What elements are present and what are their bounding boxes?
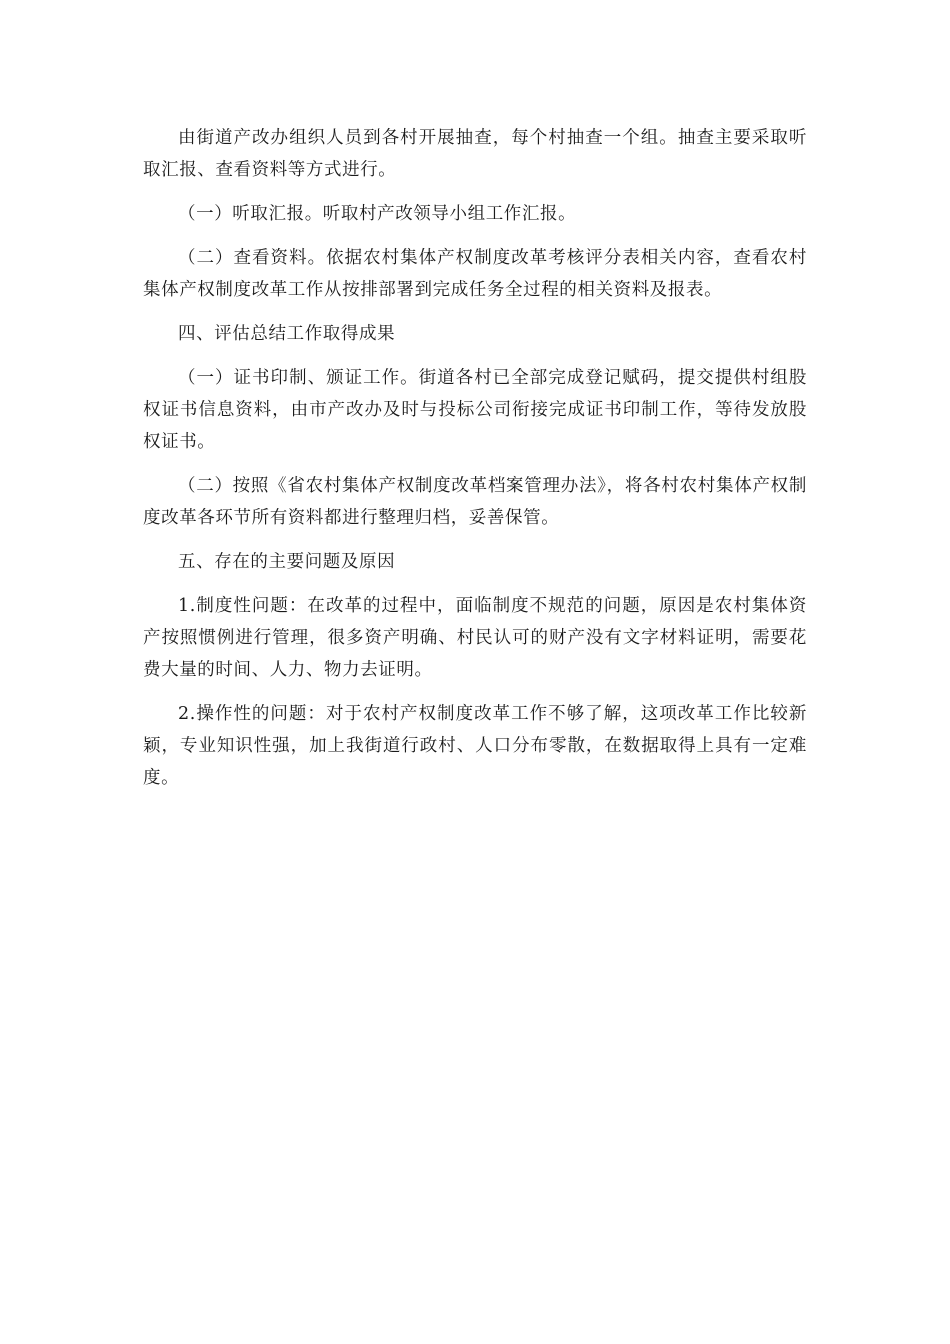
paragraph-operational-problem: 2.操作性的问题：对于农村产权制度改革工作不够了解，这项改革工作比较新颖，专业知识性强，加上我街道行政村、人口分布零散，在数据取得上具有一定难度。	[143, 704, 807, 788]
section-heading-results: 四、评估总结工作取得成果	[178, 324, 396, 344]
document-body	[143, 122, 807, 806]
paragraph-certificate-printing: （一）证书印制、颁证工作。街道各村已全部完成登记赋码，提交提供村组股权证书信息资料，由市产改办及时与投标公司衔接完成证书印制工作，等待发放股权证书。	[143, 368, 807, 452]
paragraph-listen-report: （一）听取汇报。听取村产改领导小组工作汇报。	[178, 204, 577, 224]
paragraph-institutional-problem: 1.制度性问题：在改革的过程中，面临制度不规范的问题，原因是农村集体资产按照惯例进行管理，很多资产明确、村民认可的财产没有文字材料证明，需要花费大量的时间、人力、物力去证明。	[143, 596, 807, 680]
paragraph-archiving: （二）按照《省农村集体产权制度改革档案管理办法》，将各村农村集体产权制度改革各环节所有资料都进行整理归档，妥善保管。	[143, 476, 807, 528]
paragraph-review-materials: （二）查看资料。依据农村集体产权制度改革考核评分表相关内容，查看农村集体产权制度改革工作从按排部署到完成任务全过程的相关资料及报表。	[143, 248, 807, 300]
paragraph-spot-check-intro: 由街道产改办组织人员到各村开展抽查，每个村抽查一个组。抽查主要采取听取汇报、查看资料等方式进行。	[143, 128, 807, 180]
section-heading-problems: 五、存在的主要问题及原因	[178, 552, 396, 572]
